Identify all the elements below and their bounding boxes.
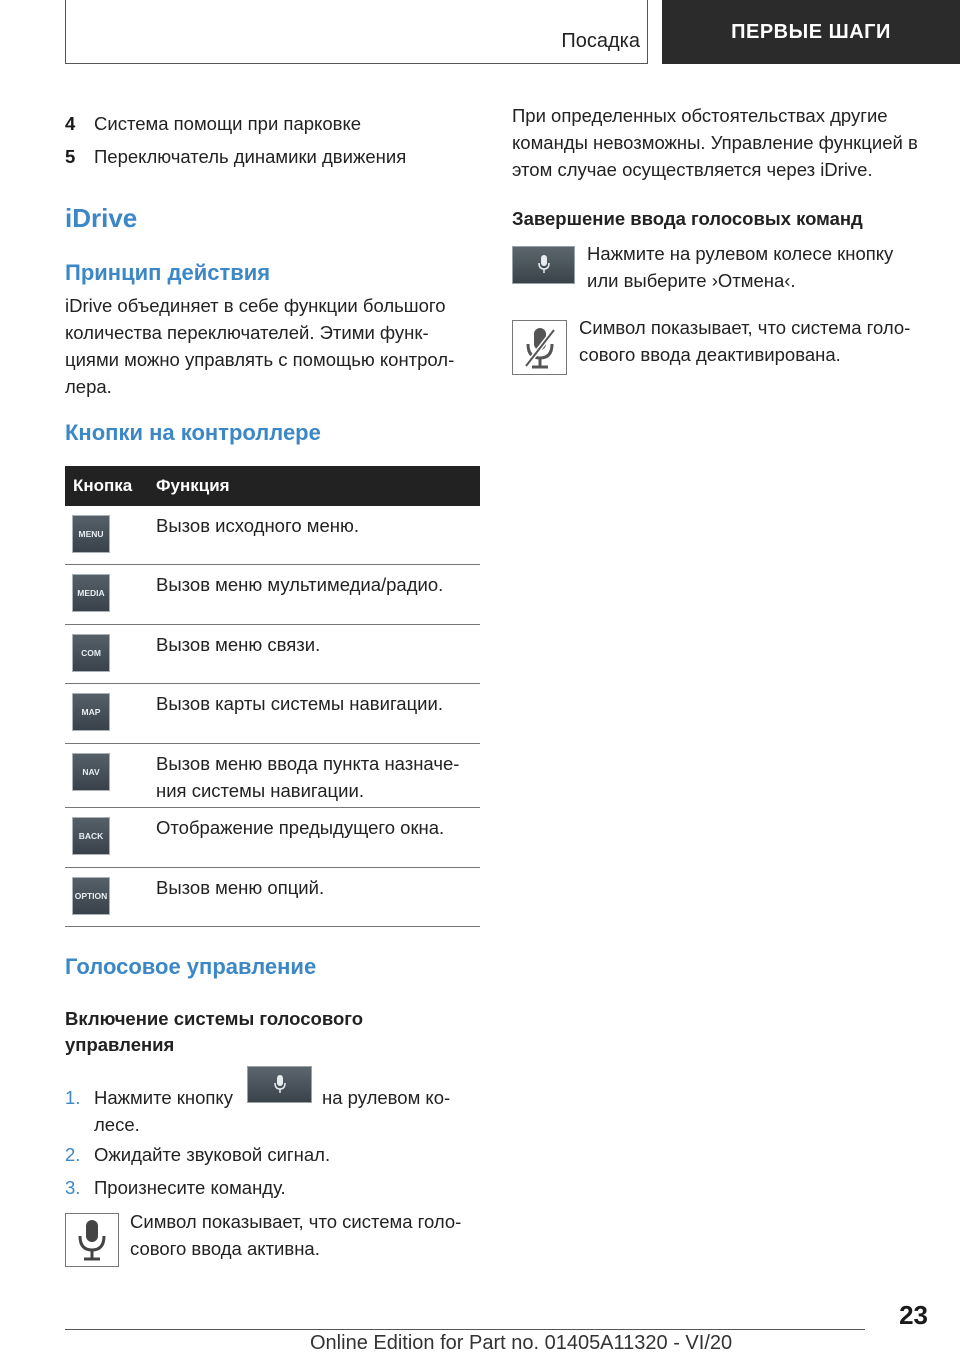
list-num: 5 — [65, 146, 76, 167]
row-divider — [65, 624, 480, 625]
intro-line: команды невозможны. Управление функцией в — [512, 132, 918, 153]
row-divider — [65, 683, 480, 684]
step-text: лесе. — [94, 1114, 140, 1135]
edition-text: Online Edition for Part no. 01405A11320 - VI/20 — [310, 1332, 733, 1354]
row-divider — [65, 743, 480, 744]
step-text: Нажмите кнопку — [94, 1087, 233, 1108]
mic-button-icon — [247, 1066, 312, 1103]
principle-line: iDrive объединяет в себе функции большого — [65, 295, 446, 316]
microphone-active-icon — [65, 1213, 119, 1267]
list-item: Система помощи при парковке — [94, 113, 362, 134]
active-text: сового ввода активна. — [130, 1238, 320, 1259]
section-title: Посадка — [561, 30, 640, 52]
table-cell: Отображение предыдущего окна. — [156, 817, 445, 838]
voice-subheading: управления — [65, 1034, 175, 1055]
principle-line: лера. — [65, 376, 112, 397]
active-text: Символ показывает, что система голо- — [130, 1211, 462, 1232]
step-text: Ожидайте звуковой сигнал. — [94, 1144, 331, 1165]
intro-line: При определенных обстоятельствах другие — [512, 105, 888, 126]
nav-button-icon: NAV — [72, 753, 110, 791]
intro-line: этом случае осуществляется через iDrive. — [512, 159, 873, 180]
table-cell: Вызов меню ввода пункта назначе- — [156, 753, 460, 774]
table-cell: Вызов карты системы навигации. — [156, 693, 443, 714]
end-heading: Завершение ввода голосовых команд — [512, 208, 863, 229]
table-cell: Вызов исходного меню. — [156, 515, 359, 536]
col-header-button: Кнопка — [73, 476, 133, 495]
chapter-tab: ПЕРВЫЕ ШАГИ — [662, 0, 960, 64]
row-divider — [65, 807, 480, 808]
menu-button-icon: MENU — [72, 515, 110, 553]
media-button-icon: MEDIA — [72, 574, 110, 612]
step-num: 1. — [65, 1087, 81, 1108]
list-item: Переключатель динамики движения — [94, 146, 407, 167]
row-divider — [65, 867, 480, 868]
page-number: 23 — [899, 1300, 928, 1330]
step-text: на рулевом ко- — [322, 1087, 451, 1108]
heading-buttons: Кнопки на контроллере — [65, 420, 321, 445]
table-cell: ния системы навигации. — [156, 780, 364, 801]
table-header — [65, 466, 480, 506]
microphone-off-icon — [512, 320, 567, 375]
row-divider — [65, 564, 480, 565]
deact-text: Символ показывает, что система голо- — [579, 317, 911, 338]
table-cell: Вызов меню мультимедиа/радио. — [156, 574, 444, 595]
heading-principle: Принцип действия — [65, 260, 271, 285]
step-num: 3. — [65, 1177, 81, 1198]
heading-idrive: iDrive — [65, 203, 138, 233]
footer-divider — [65, 1329, 865, 1330]
table-cell: Вызов меню опций. — [156, 877, 325, 898]
principle-line: количества переключателей. Этими функ- — [65, 322, 429, 343]
step-num: 2. — [65, 1144, 81, 1165]
mic-button-icon — [512, 246, 575, 284]
option-button-icon: OPTION — [72, 877, 110, 915]
row-divider — [65, 926, 480, 927]
col-header-function: Функция — [156, 476, 230, 495]
list-num: 4 — [65, 113, 76, 134]
step-text: Произнесите команду. — [94, 1177, 286, 1198]
table-cell: Вызов меню связи. — [156, 634, 321, 655]
end-text: Нажмите на рулевом колесе кнопку — [587, 243, 894, 264]
com-button-icon: COM — [72, 634, 110, 672]
map-button-icon: MAP — [72, 693, 110, 731]
back-button-icon: BACK — [72, 817, 110, 855]
principle-line: циями можно управлять с помощью контрол- — [65, 349, 455, 370]
heading-voice: Голосовое управление — [65, 954, 317, 979]
voice-subheading: Включение системы голосового — [65, 1008, 364, 1029]
deact-text: сового ввода деактивирована. — [579, 344, 841, 365]
end-text: или выберите ›Отмена‹. — [587, 270, 796, 291]
